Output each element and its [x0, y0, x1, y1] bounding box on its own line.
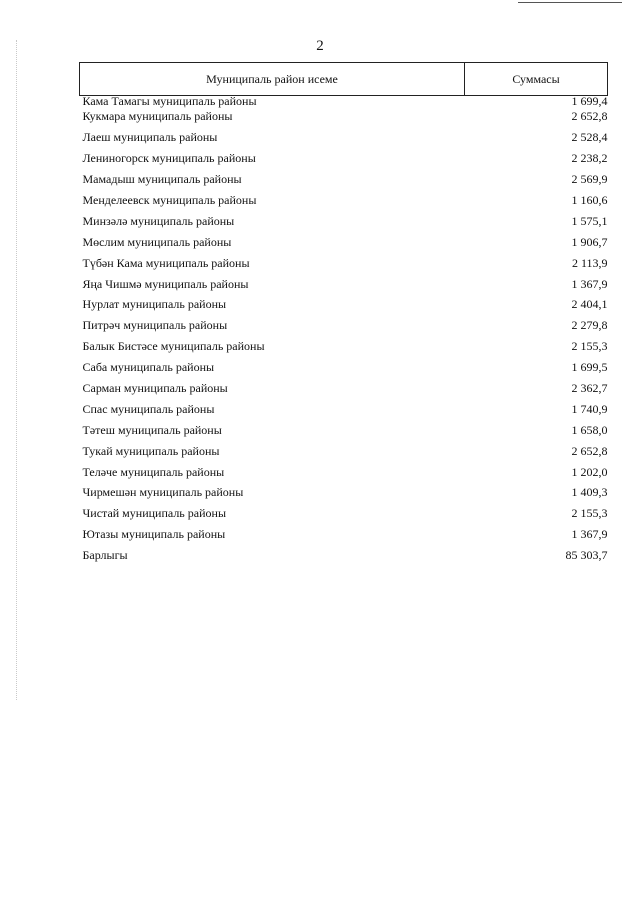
district-name: Кама Тамагы муниципаль районы — [82, 94, 257, 108]
district-name: Тәтеш муниципаль районы — [82, 422, 222, 437]
district-sum: 2 238,2 — [571, 151, 608, 166]
district-sum: 1 740,9 — [571, 401, 608, 416]
column-header-sum: Суммасы — [465, 63, 608, 96]
district-name: Лаеш муниципаль районы — [82, 130, 218, 145]
district-name: Минзәлә муниципаль районы — [82, 213, 235, 228]
district-sum: 1 658,0 — [571, 422, 608, 437]
table-row — [80, 190, 608, 211]
table-row — [80, 273, 608, 294]
district-name: Саба муниципаль районы — [82, 360, 215, 375]
district-sum: 2 569,9 — [571, 172, 608, 187]
district-sum: 2 528,4 — [571, 130, 608, 145]
scan-margin-dots — [16, 40, 17, 700]
district-sum: 2 155,3 — [571, 339, 608, 354]
district-sum: 1 575,1 — [571, 213, 608, 228]
table-row — [80, 252, 608, 273]
total-sum: 85 303,7 — [565, 548, 608, 563]
district-sum: 1 367,9 — [571, 527, 608, 542]
table-row — [80, 482, 608, 503]
table-row — [80, 96, 608, 107]
table-row — [80, 440, 608, 461]
district-name: Балык Бистәсе муниципаль районы — [82, 339, 265, 354]
table-row — [80, 461, 608, 482]
district-sum: 1 367,9 — [571, 276, 608, 291]
district-sum: 2 113,9 — [571, 255, 608, 270]
table-row — [80, 106, 608, 127]
district-sum: 1 160,6 — [571, 193, 608, 207]
table-row — [80, 210, 608, 231]
district-name: Кукмара муниципаль районы — [82, 109, 233, 124]
header-row — [80, 63, 608, 96]
table-row — [80, 231, 608, 252]
district-name: Спас муниципаль районы — [82, 401, 215, 416]
district-name: Чистай муниципаль районы — [82, 506, 227, 521]
table-row — [80, 315, 608, 336]
district-name: Питрәч муниципаль районы — [82, 318, 228, 333]
district-name: Мөслим муниципаль районы — [82, 234, 232, 249]
district-sum: 1 699,5 — [571, 360, 608, 375]
district-sum: 2 404,1 — [571, 297, 608, 312]
district-sum: 1 699,4 — [571, 94, 608, 108]
table-row — [80, 336, 608, 357]
table-row — [80, 503, 608, 524]
table-body — [80, 96, 608, 566]
total-row — [80, 545, 608, 566]
table-row — [80, 169, 608, 190]
table-row — [80, 524, 608, 545]
district-sum: 2 279,8 — [571, 318, 608, 333]
table-row — [80, 419, 608, 440]
table-row — [80, 398, 608, 419]
district-name: Теләче муниципаль районы — [82, 464, 225, 479]
page-number: 2 — [316, 38, 324, 54]
district-name: Яңа Чишмә муниципаль районы — [82, 276, 249, 291]
table-row — [80, 148, 608, 169]
district-sums-table — [79, 62, 608, 566]
district-name: Нурлат муниципаль районы — [82, 297, 227, 312]
table-row — [80, 378, 608, 399]
district-name: Чирмешән муниципаль районы — [82, 485, 244, 500]
district-sum: 1 906,7 — [571, 234, 608, 249]
table-row — [80, 357, 608, 378]
total-label: Барлыгы — [82, 548, 128, 563]
district-sum: 2 155,3 — [571, 506, 608, 521]
district-name: Лениногорск муниципаль районы — [82, 151, 256, 166]
district-sum: 1 409,3 — [571, 485, 608, 500]
table-header — [80, 63, 608, 96]
district-sum: 2 362,7 — [571, 381, 608, 396]
district-sum: 2 652,8 — [571, 109, 608, 124]
district-name: Мамадыш муниципаль районы — [82, 172, 242, 187]
district-name: Тукай муниципаль районы — [82, 443, 220, 458]
district-name: Түбән Кама муниципаль районы — [82, 255, 250, 270]
district-name: Менделеевск муниципаль районы — [82, 193, 257, 207]
top-rule — [518, 2, 622, 3]
district-sum: 2 652,8 — [571, 443, 608, 458]
district-name: Сарман муниципаль районы — [82, 381, 228, 396]
table-row — [80, 294, 608, 315]
column-header-district-name: Муниципаль район исеме — [80, 63, 465, 96]
table-row — [80, 127, 608, 148]
district-name: Ютазы муниципаль районы — [82, 527, 226, 542]
district-sum: 1 202,0 — [571, 464, 608, 479]
